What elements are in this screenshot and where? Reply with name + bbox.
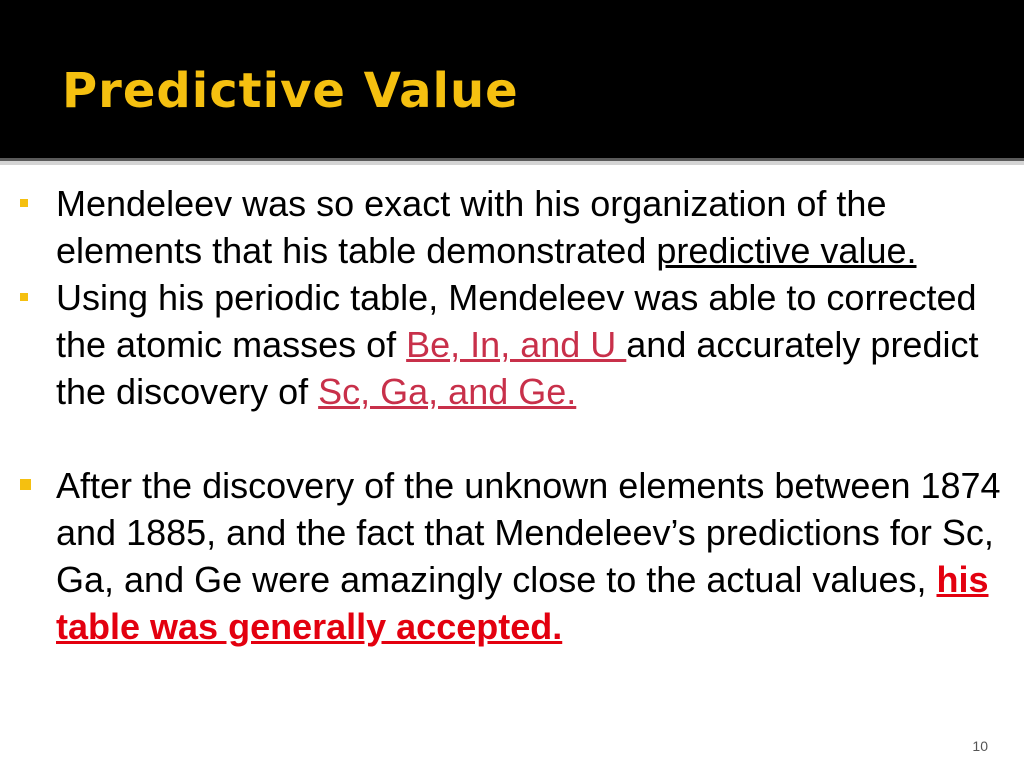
corrected-elements-link[interactable]: Be, In, and U — [406, 324, 627, 365]
predictive-value-term: predictive value. — [656, 230, 917, 271]
bullet-item-3 — [0, 462, 1024, 650]
square-bullet-icon — [20, 199, 28, 207]
square-bullet-icon — [20, 293, 28, 301]
blank-line — [0, 415, 1024, 462]
square-bullet-icon — [20, 479, 31, 490]
bullet-1-text: Mendeleev was so exact with his organization of the elements that his table demonstrated — [56, 183, 887, 271]
bullet-list — [0, 180, 1024, 650]
accepted-emphasis: his table was generally accepted. — [56, 559, 989, 647]
header-divider-light — [0, 161, 1024, 165]
slide-number: 10 — [972, 738, 988, 754]
bullet-item-2 — [0, 274, 1024, 415]
bullet-3-text: After the discovery of the unknown elements between 1874 and 1885, and the fact that Mendeleev’s predictions for Sc, Ga, and Ge were amazingly close to the actual values, — [56, 465, 1001, 600]
bullet-2-text-a: Using his periodic table, Mendeleev was able to corrected the atomic masses of — [56, 277, 977, 365]
slide-title: Predictive Value — [62, 63, 519, 119]
bullet-2-text-c: and accurately predict the discovery of — [56, 324, 979, 412]
predicted-elements-link[interactable]: Sc, Ga, and Ge. — [318, 371, 577, 412]
title-bar — [0, 0, 1024, 158]
bullet-item-1 — [0, 180, 1024, 274]
